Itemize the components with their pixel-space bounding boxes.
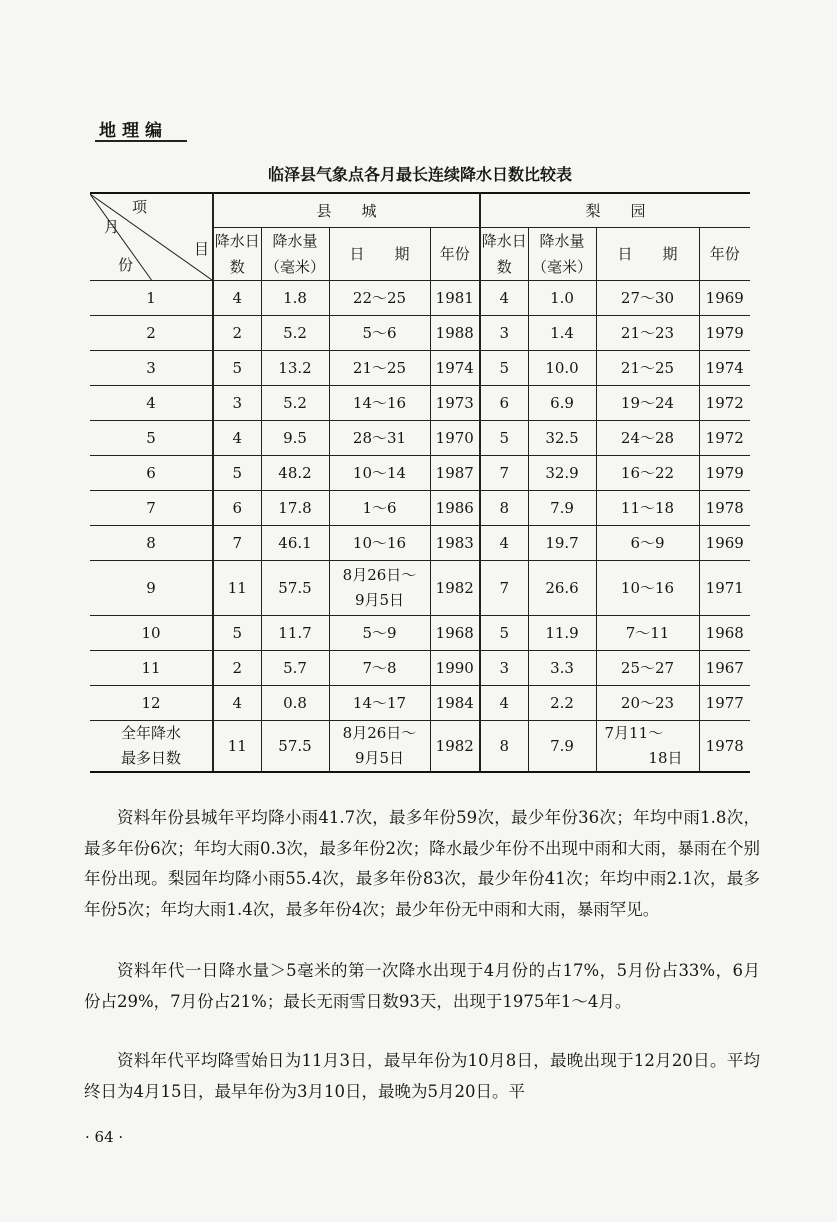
month-cell: 11 <box>90 651 213 686</box>
month-cell: 3 <box>90 351 213 386</box>
table-row <box>90 386 750 421</box>
month-cell: 9 <box>90 561 213 616</box>
xc-days-cell: 2 <box>213 316 261 351</box>
corner-label-item: 项 <box>132 198 148 216</box>
ly-date-line-2: 18日 <box>648 749 683 767</box>
ly-amount-cell: 32.5 <box>528 421 596 456</box>
xc-amount-cell: 17.8 <box>261 491 329 526</box>
xc-amount-cell: 0.8 <box>261 686 329 721</box>
body-paragraph: 资料年份县城年平均降小雨41.7次，最多年份59次，最少年份36次；年均中雨1.8次，最多年份6次；年均大雨0.3次，最多年份2次；降水最少年份不出现中雨和大雨，暴雨在个别年份出现。梨园年均降小雨55.4次，最多年份83次，最少年份41次；年均中雨2.1次，最多年份5次；年均大雨1.4次，最多年份4次；最少年份无中雨和大雨，暴雨罕见。 <box>84 808 760 919</box>
ly-year-cell: 1967 <box>699 651 750 686</box>
xc-amount-cell: 46.1 <box>261 526 329 561</box>
ly-date-cell: 21～23 <box>596 316 699 351</box>
month-cell: 6 <box>90 456 213 491</box>
xc-year-cell: 1990 <box>430 651 480 686</box>
xc-days-cell: 2 <box>213 651 261 686</box>
table-row <box>90 316 750 351</box>
ly-year-cell: 1968 <box>699 616 750 651</box>
ly-amount-cell: 32.9 <box>528 456 596 491</box>
ly-days-cell: 5 <box>480 351 528 386</box>
xc-days-cell: 5 <box>213 616 261 651</box>
ly-date-cell: 7～11 <box>596 616 699 651</box>
xc-year-cell: 1968 <box>430 616 480 651</box>
xc-year-cell: 1984 <box>430 686 480 721</box>
col-header-ly-days: 降水日数 <box>480 228 528 281</box>
xc-date-cell: 10～16 <box>329 526 430 561</box>
xc-year-cell: 1986 <box>430 491 480 526</box>
xc-year-cell: 1981 <box>430 281 480 316</box>
col-header-xc-amount: 降水量（毫米） <box>261 228 329 281</box>
body-paragraph: 资料年代一日降水量＞5毫米的第一次降水出现于4月份的占17%，5月份占33%，6月份占29%，7月份占21%；最长无雨雪日数93天，出现于1975年1～4月。 <box>84 961 760 1011</box>
table-row <box>90 281 750 316</box>
group-header-xiancheng: 县 城 <box>213 193 480 228</box>
table-row <box>90 491 750 526</box>
col-header-xc-days: 降水日数 <box>213 228 261 281</box>
ly-date-cell: 21～25 <box>596 351 699 386</box>
ly-year-cell: 1979 <box>699 456 750 491</box>
ly-date-cell <box>596 721 699 773</box>
ly-date-cell: 27～30 <box>596 281 699 316</box>
ly-days-cell: 5 <box>480 421 528 456</box>
body-paragraph: 资料年代平均降雪始日为11月3日，最早年份为10月8日，最晚出现于12月20日。平均终日为4月15日，最早年份为3月10日，最晚为5月20日。平 <box>84 1051 760 1101</box>
col-header-xc-date: 日 期 <box>329 228 430 281</box>
ly-date-line-1: 7月11～ <box>604 724 664 742</box>
xc-amount-cell: 1.8 <box>261 281 329 316</box>
ly-amount-cell: 11.9 <box>528 616 596 651</box>
ly-year-cell: 1969 <box>699 526 750 561</box>
xc-amount-cell: 5.2 <box>261 316 329 351</box>
xc-days-cell: 7 <box>213 526 261 561</box>
ly-days-cell: 3 <box>480 316 528 351</box>
xc-amount-cell: 5.7 <box>261 651 329 686</box>
table-row <box>90 651 750 686</box>
col-header-xc-year: 年份 <box>430 228 480 281</box>
xc-days-cell: 11 <box>213 721 261 773</box>
xc-days-cell: 4 <box>213 686 261 721</box>
xc-date-cell: 10～14 <box>329 456 430 491</box>
annual-label-line-2: 最多日数 <box>120 749 181 767</box>
xc-date-cell: 22～25 <box>329 281 430 316</box>
corner-label-target: 目 <box>194 240 210 258</box>
table-row <box>90 421 750 456</box>
table-row <box>90 616 750 651</box>
table-row <box>90 561 750 616</box>
ly-amount-cell: 1.4 <box>528 316 596 351</box>
table-row-annual <box>90 721 750 773</box>
corner-label-part: 份 <box>118 256 134 274</box>
group-header-liyuan: 梨 园 <box>480 193 750 228</box>
month-cell: 4 <box>90 386 213 421</box>
col-header-ly-date: 日 期 <box>596 228 699 281</box>
xc-amount-cell: 11.7 <box>261 616 329 651</box>
ly-amount-cell: 2.2 <box>528 686 596 721</box>
ly-days-cell: 8 <box>480 491 528 526</box>
month-cell: 5 <box>90 421 213 456</box>
section-header: 地理编 <box>99 121 168 141</box>
xc-date-line-2: 9月5日 <box>354 749 405 767</box>
xc-year-cell: 1982 <box>430 721 480 773</box>
xc-amount-cell: 9.5 <box>261 421 329 456</box>
xc-days-cell: 5 <box>213 351 261 386</box>
precipitation-table <box>90 192 750 773</box>
header-underline <box>95 140 187 142</box>
xc-amount-cell: 57.5 <box>261 561 329 616</box>
xc-year-cell: 1974 <box>430 351 480 386</box>
xc-date-line-2: 9月5日 <box>354 591 405 609</box>
xc-date-cell: 5～9 <box>329 616 430 651</box>
ly-year-cell: 1971 <box>699 561 750 616</box>
ly-year-cell: 1978 <box>699 491 750 526</box>
ly-year-cell: 1972 <box>699 386 750 421</box>
xc-days-cell: 5 <box>213 456 261 491</box>
xc-year-cell: 1987 <box>430 456 480 491</box>
xc-year-cell: 1988 <box>430 316 480 351</box>
xc-amount-cell: 13.2 <box>261 351 329 386</box>
ly-amount-cell: 19.7 <box>528 526 596 561</box>
ly-year-cell: 1972 <box>699 421 750 456</box>
xc-date-cell <box>329 721 430 773</box>
month-cell: 12 <box>90 686 213 721</box>
xc-date-cell <box>329 561 430 616</box>
month-cell: 1 <box>90 281 213 316</box>
ly-year-cell: 1969 <box>699 281 750 316</box>
page-number: · 64 · <box>85 1128 124 1146</box>
corner-label-month: 月 <box>104 218 120 236</box>
xc-year-cell: 1983 <box>430 526 480 561</box>
xc-date-cell: 7～8 <box>329 651 430 686</box>
ly-amount-cell: 7.9 <box>528 721 596 773</box>
xc-date-line-1: 8月26日～ <box>342 566 417 584</box>
xc-days-cell: 4 <box>213 281 261 316</box>
xc-date-cell: 14～16 <box>329 386 430 421</box>
ly-date-cell: 10～16 <box>596 561 699 616</box>
xc-date-line-1: 8月26日～ <box>342 724 417 742</box>
col-header-ly-year: 年份 <box>699 228 750 281</box>
table-header-row-1 <box>90 193 750 228</box>
xc-year-cell: 1970 <box>430 421 480 456</box>
col-header-ly-amount: 降水量（毫米） <box>528 228 596 281</box>
ly-amount-cell: 26.6 <box>528 561 596 616</box>
month-cell: 7 <box>90 491 213 526</box>
xc-days-cell: 11 <box>213 561 261 616</box>
xc-year-cell: 1982 <box>430 561 480 616</box>
ly-days-cell: 5 <box>480 616 528 651</box>
xc-date-cell: 28～31 <box>329 421 430 456</box>
xc-amount-cell: 48.2 <box>261 456 329 491</box>
ly-amount-cell: 6.9 <box>528 386 596 421</box>
ly-days-cell: 7 <box>480 456 528 491</box>
ly-days-cell: 7 <box>480 561 528 616</box>
corner-cell <box>90 193 213 281</box>
ly-days-cell: 4 <box>480 281 528 316</box>
xc-days-cell: 4 <box>213 421 261 456</box>
ly-date-cell: 24～28 <box>596 421 699 456</box>
xc-year-cell: 1973 <box>430 386 480 421</box>
ly-days-cell: 6 <box>480 386 528 421</box>
xc-days-cell: 3 <box>213 386 261 421</box>
ly-year-cell: 1979 <box>699 316 750 351</box>
table-title: 临泽县气象点各月最长连续降水日数比较表 <box>267 165 572 184</box>
table-row <box>90 526 750 561</box>
ly-amount-cell: 3.3 <box>528 651 596 686</box>
xc-amount-cell: 57.5 <box>261 721 329 773</box>
month-cell: 10 <box>90 616 213 651</box>
xc-amount-cell: 5.2 <box>261 386 329 421</box>
ly-date-cell: 25～27 <box>596 651 699 686</box>
xc-date-cell: 14～17 <box>329 686 430 721</box>
ly-year-cell: 1978 <box>699 721 750 773</box>
ly-date-cell: 19～24 <box>596 386 699 421</box>
ly-year-cell: 1974 <box>699 351 750 386</box>
ly-days-cell: 4 <box>480 686 528 721</box>
xc-date-cell: 5～6 <box>329 316 430 351</box>
annual-label-cell <box>90 721 213 773</box>
ly-days-cell: 8 <box>480 721 528 773</box>
ly-year-cell: 1977 <box>699 686 750 721</box>
xc-date-cell: 21～25 <box>329 351 430 386</box>
ly-amount-cell: 10.0 <box>528 351 596 386</box>
table-row <box>90 456 750 491</box>
ly-date-cell: 11～18 <box>596 491 699 526</box>
month-cell: 2 <box>90 316 213 351</box>
xc-date-cell: 1～6 <box>329 491 430 526</box>
ly-date-cell: 16～22 <box>596 456 699 491</box>
ly-days-cell: 3 <box>480 651 528 686</box>
annual-label-line-1: 全年降水 <box>120 724 181 742</box>
table-row <box>90 351 750 386</box>
month-cell: 8 <box>90 526 213 561</box>
ly-amount-cell: 7.9 <box>528 491 596 526</box>
xc-days-cell: 6 <box>213 491 261 526</box>
ly-days-cell: 4 <box>480 526 528 561</box>
ly-date-cell: 20～23 <box>596 686 699 721</box>
table-row <box>90 686 750 721</box>
ly-amount-cell: 1.0 <box>528 281 596 316</box>
corner-diagonals <box>90 194 212 280</box>
ly-date-cell: 6～9 <box>596 526 699 561</box>
